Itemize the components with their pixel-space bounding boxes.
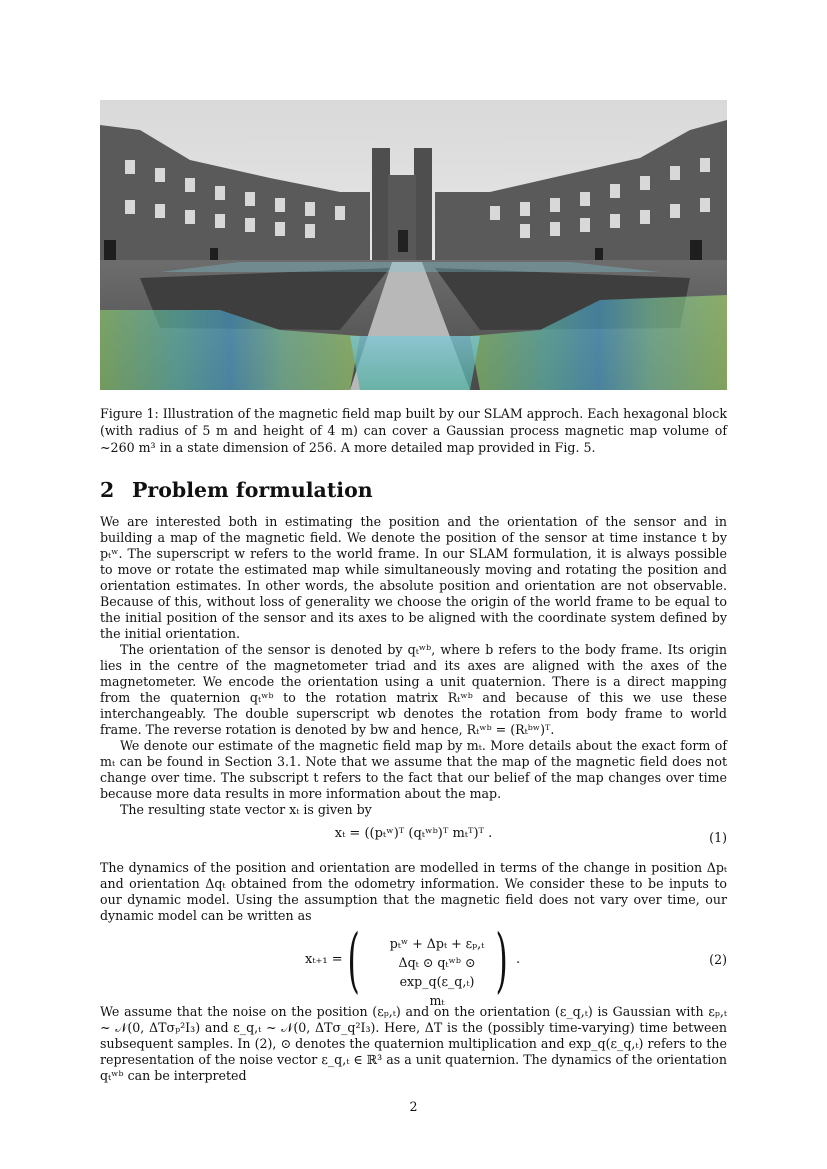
equation-1 <box>100 825 727 853</box>
equation-1-body: xₜ = ((pₜʷ)ᵀ (qₜʷᵇ)ᵀ mₜᵀ)ᵀ . <box>334 826 493 841</box>
page-number: 2 <box>409 1099 418 1114</box>
paragraph-5: The dynamics of the position and orientation are modelled in terms of the change in position Δpₜ and orientation Δqₜ obtained from the odometry information. We consider these to be inputs to our dynamic model. Using the assumption that the magnetic field does not vary over time, our dynamic model can be written as <box>100 860 727 923</box>
section-number: 2 <box>100 478 115 502</box>
paragraph-4: The resulting state vector xₜ is given by <box>120 802 372 817</box>
paragraph-2: The orientation of the sensor is denoted by qₜʷᵇ, where b refers to the body frame. Its origin lies in the centre of the magnetometer triad and its axes are aligned with the axes of the magnetometer. We encode the orientation using a unit quaternion. There is a direct mapping from the quaternion qₜʷᵇ to the rotation matrix Rₜʷᵇ and because of this we use these interchangeably. The double superscript wb denotes the rotation from body frame to world frame. The reverse rotation is denoted by bw and hence, Rₜʷᵇ = (Rₜᵇʷ)ᵀ. <box>100 642 727 737</box>
section-title: Problem formulation <box>132 478 373 502</box>
courtyard-figure <box>100 100 727 390</box>
equation-2 <box>100 919 727 1008</box>
left-paren-icon: ( <box>347 919 360 1001</box>
paragraph-1: We are interested both in estimating the position and the orientation of the sensor and in building a map of the magnetic field. We denote the position of the sensor at time instance t by pₜʷ. The superscript w refers to the world frame. In our SLAM formulation, it is always possible to move or rotate the estimated map while simultaneously moving and rotating the position and orientation estimates. In other words, the absolute position and orientation are not observable. Because of this, without loss of generality we choose the origin of the world frame to be equal to the initial position of the sensor and its axes to be aligned with the coordinate system defined by the initial orientation. <box>100 514 727 641</box>
equation-2-lhs: xₜ₊₁ = <box>305 952 343 967</box>
courtyard-map-image <box>100 100 727 390</box>
equation-2-matrix <box>362 934 512 1010</box>
equation-1-number: (1) <box>709 830 727 845</box>
section-heading <box>100 478 373 502</box>
paragraph-3: We denote our estimate of the magnetic field map by mₜ. More details about the exact form of mₜ can be found in Section 3.1. Note that we assume that the map of the magnetic field does not change over time. The subscript t refers to the fact that our belief of the map changes over time because more data results in more information about the map. <box>100 738 727 801</box>
right-paren-icon: ) <box>495 919 508 1001</box>
equation-2-tail: . <box>516 952 521 967</box>
figure-caption: Figure 1: Illustration of the magnetic field map built by our SLAM approch. Each hexagonal block (with radius of 5 m and height of 4 m) can cover a Gaussian process magnetic map volume of ~260 m³ in a state dimension of 256. A more detailed map provided in Fig. 5. <box>100 406 727 455</box>
equation-2-row: mₜ <box>429 993 445 1008</box>
equation-2-number: (2) <box>709 952 727 967</box>
equation-2-row: Δqₜ ⊙ qₜʷᵇ ⊙ exp_q(ε_q,ₜ) <box>398 955 476 989</box>
equation-2-row: pₜʷ + Δpₜ + εₚ,ₜ <box>389 936 485 951</box>
paragraph-6: We assume that the noise on the position (εₚ,ₜ) and on the orientation (ε_q,ₜ) is Gaussian with εₚ,ₜ ~ 𝒩(0, ΔTσₚ²I₃) and ε_q,ₜ ~ 𝒩(0, ΔTσ_q²I₃). Here, ΔT is the (possibly time-varying) time between subsequent samples. In (2), ⊙ denotes the quaternion multiplication and exp_q(ε_q,ₜ) refers to the representation of the noise vector ε_q,ₜ ∈ ℝ³ as a unit quaternion. The dynamics of the orientation qₜʷᵇ can be interpreted <box>100 1004 727 1083</box>
body-text <box>100 514 727 1084</box>
